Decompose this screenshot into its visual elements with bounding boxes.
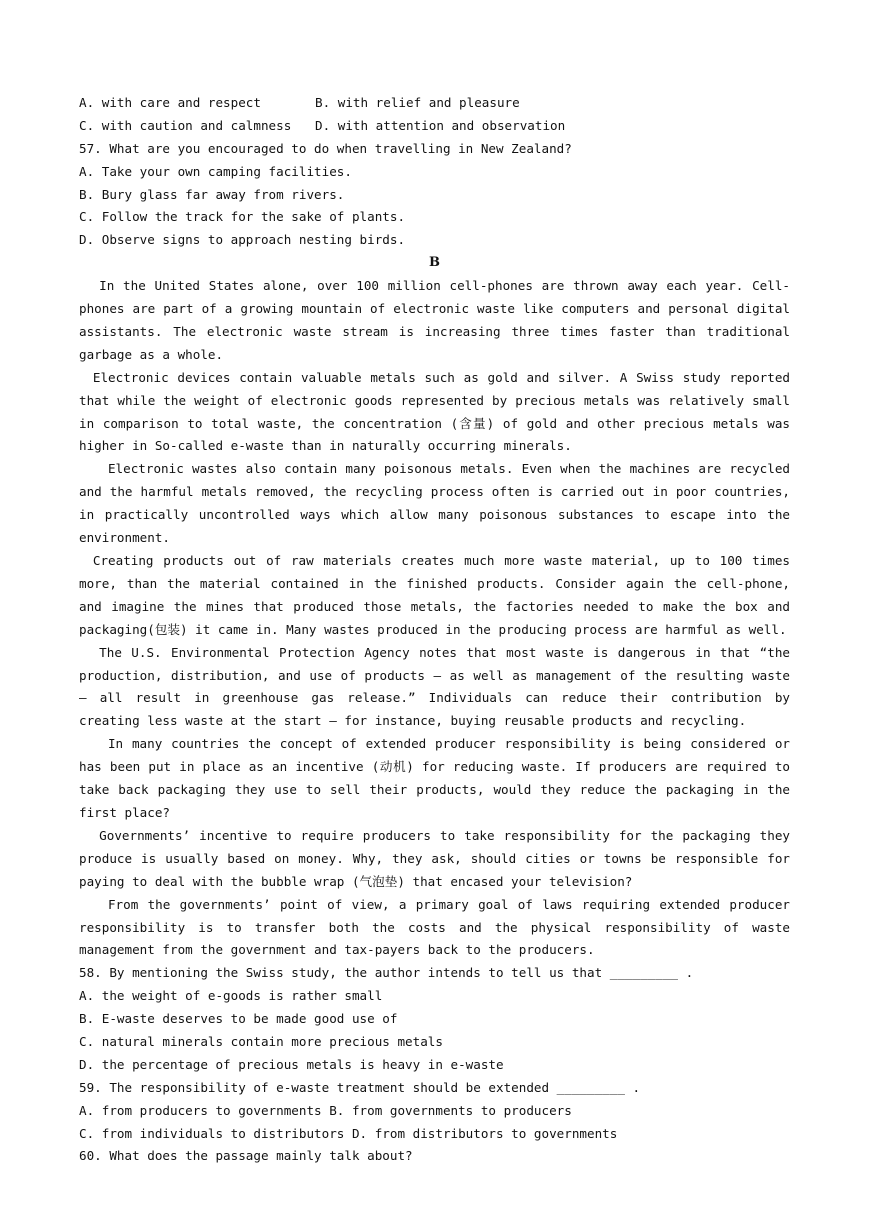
- q56-options-row-2: [79, 115, 790, 138]
- q57-option-c: C. Follow the track for the sake of plants.: [79, 209, 406, 225]
- passage-paragraph-7: Governments’ incentive to require producers to take responsibility for the packaging they produce is usually based on money. Why, they ask, should cities or towns be responsible for paying to deal with the bubble wrap (气泡垫) that encased your television?: [79, 827, 790, 889]
- passage-paragraph-2: Electronic devices contain valuable metals such as gold and silver. A Swiss study reported that while the weight of electronic goods represented by precious metals was relatively small in comparison to total waste, the concentration (含量) of gold and other precious metals was higher in So-called e-waste than in naturally occurring minerals.: [79, 369, 790, 454]
- q57-stem: 57. What are you encouraged to do when travelling in New Zealand?: [79, 140, 572, 156]
- exam-page: [79, 92, 790, 1168]
- passage-paragraph-8: From the governments’ point of view, a primary goal of laws requiring extended producer responsibility is to transfer both the costs and the physical responsibility of waste management from the government and tax-payers back to the producers.: [79, 896, 790, 958]
- q58-option-b: B. E-waste deserves to be made good use of: [79, 1011, 398, 1027]
- q59-stem: 59. The responsibility of e-waste treatment should be extended _________ .: [79, 1079, 641, 1095]
- passage-paragraph-1: In the United States alone, over 100 million cell-phones are thrown away each year. Cell-phones are part of a growing mountain of electronic waste like computers and personal digital assistants. The electronic waste stream is increasing three times faster than traditional garbage as a whole.: [79, 278, 790, 362]
- q57-option-b: B. Bury glass far away from rivers.: [79, 186, 345, 202]
- q58-option-c: C. natural minerals contain more precious metals: [79, 1033, 443, 1049]
- q56-options-row-1: [79, 92, 790, 115]
- passage-paragraph-6: In many countries the concept of extended producer responsibility is being considered or has been put in place as an incentive (动机) for reducing waste. If producers are required to take back packaging they use to sell their products, would they reduce the packaging in the first place?: [79, 736, 790, 820]
- q56-option-b: B. with relief and pleasure: [315, 95, 520, 110]
- passage-paragraph-5: The U.S. Environmental Protection Agency notes that most waste is dangerous in that “the production, distribution, and use of products — as well as management of the resulting waste — all result in greenhouse gas release.” Individuals can reduce their contribution by creating less waste at the start — for instance, buying reusable products and recycling.: [79, 644, 790, 729]
- q57-option-a: A. Take your own camping facilities.: [79, 163, 352, 179]
- q56-option-c: C. with caution and calmness: [79, 117, 292, 133]
- passage-paragraph-4: Creating products out of raw materials creates much more waste material, up to 100 times more, than the material contained in the finished products. Consider again the cell-phone, and imagine the mines that produced those metals, the factories needed to make the box and packaging(包装) it came in. Many wastes produced in the producing process are harmful as well.: [79, 553, 790, 637]
- q60-stem: 60. What does the passage mainly talk about?: [79, 1148, 413, 1164]
- section-b-title: B: [429, 255, 440, 271]
- q56-option-d: D. with attention and observation: [315, 117, 566, 133]
- passage-paragraph-3: Electronic wastes also contain many poisonous metals. Even when the machines are recycled and the harmful metals removed, the recycling process often is carried out in poor countries, in practically uncontrolled ways which allow many poisonous substances to escape into the environment.: [79, 461, 790, 546]
- q59-options-ab: A. from producers to governments B. from governments to producers: [79, 1102, 572, 1118]
- q56-option-a: A. with care and respect: [79, 95, 261, 110]
- q59-options-cd: C. from individuals to distributors D. from distributors to governments: [79, 1125, 618, 1141]
- q58-option-d: D. the percentage of precious metals is heavy in e-waste: [79, 1056, 504, 1072]
- q58-option-a: A. the weight of e-goods is rather small: [79, 988, 383, 1004]
- q57-option-d: D. Observe signs to approach nesting birds.: [79, 232, 406, 248]
- q58-stem: 58. By mentioning the Swiss study, the author intends to tell us that _________ .: [79, 965, 694, 981]
